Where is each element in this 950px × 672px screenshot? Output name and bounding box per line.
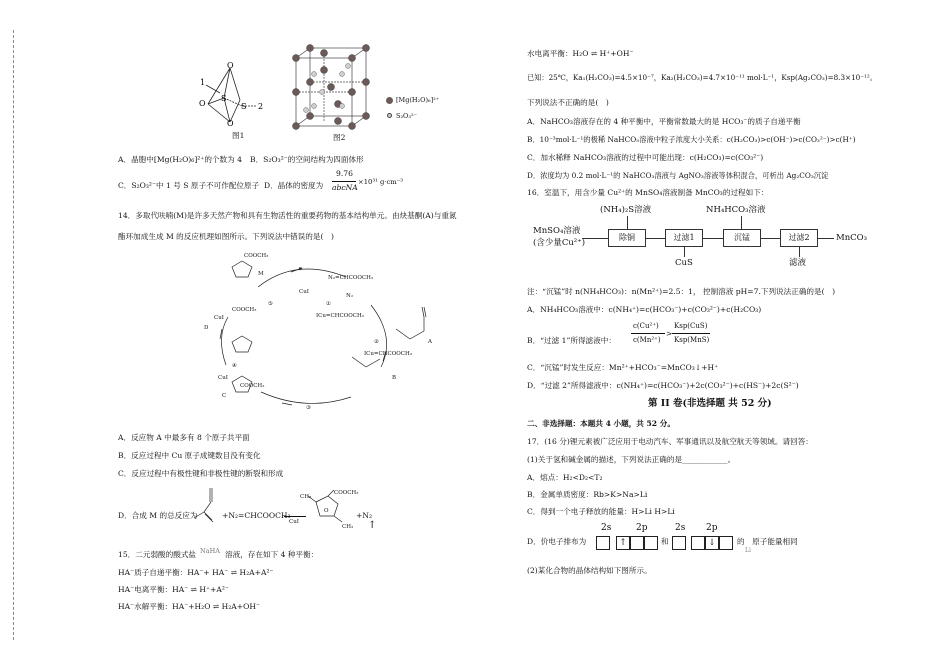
one-label: 1 bbox=[200, 78, 206, 87]
cycle-cooch3-m: COOCH₃ bbox=[244, 253, 269, 259]
q13-d-numerator: 9.76 bbox=[336, 169, 353, 178]
q16-intro: 16．室温下，用含少量 Cu²⁺的 MnSO₄溶液制备 MnCO₃的过程如下： bbox=[527, 188, 769, 197]
q14-d-reagent: +N₂=CHCOOCH₃ bbox=[222, 511, 291, 520]
q17-d-tail: 的 原子能量相同 bbox=[737, 537, 798, 546]
section-title: 第 II 卷(非选择题 共 52 分) bbox=[648, 398, 772, 409]
orb1-2p-box-3 bbox=[644, 536, 658, 550]
q14-d-n2: +N₂ bbox=[356, 511, 373, 520]
legend-mg-dot bbox=[386, 97, 393, 104]
binding-line bbox=[13, 30, 14, 640]
two-label: 2 bbox=[258, 102, 264, 111]
s1-label: S bbox=[221, 94, 227, 103]
flow-step-remove-copper: 除铜 bbox=[608, 229, 646, 247]
o-bottom-label: O bbox=[227, 119, 234, 128]
cycle-step-5: ⑤ bbox=[268, 301, 273, 307]
legend-s2o3-dot bbox=[387, 113, 392, 118]
q15-option-d: D．浓度均为 0.2 mol·L⁻¹的 NaHCO₃溶液与 AgNO₃溶液等体积混合，可析出 Ag₂CO₃沉淀 bbox=[527, 171, 829, 180]
flow-step-precipitate-mn: 沉锰 bbox=[723, 229, 761, 247]
cycle-cu-chcooch3: ICu=CHCOOCH₃ bbox=[316, 313, 364, 319]
water-equilibrium: 水电离平衡：H₂O ⇌ H⁺+OH⁻ bbox=[527, 49, 634, 58]
cycle-step-4: ④ bbox=[232, 363, 237, 369]
o-left-label: O bbox=[199, 99, 206, 108]
q14-option-b: B．反应过程中 Cu 原子成键数目没有变化 bbox=[118, 451, 261, 460]
q14-option-d: D．合成 M 的总反应为 bbox=[118, 511, 198, 520]
out-2-line bbox=[799, 247, 800, 257]
legend-s2o3-label: S₂O₃²⁻ bbox=[396, 112, 418, 120]
cycle-cu-b: ICu=CHCOOCH₃ bbox=[364, 351, 412, 357]
figure-2-caption: 图2 bbox=[333, 133, 346, 142]
q16-note: 注：“沉锰”时 n(NH₄HCO₃)：n(Mn²⁺)=2.5：1， 控制溶液 pH=7.下列说法正确的是( ) bbox=[527, 287, 836, 296]
q17-intro: 17．(16 分)锂元素被广泛应用于电动汽车、军事通讯以及航空航天等领域。请回答： bbox=[527, 437, 813, 446]
q13-option-b: B．S₂O₃²⁻的空间结构为四面体形 bbox=[250, 155, 364, 164]
cycle-n2chcooch3: N₂=CHCOOCH₃ bbox=[328, 275, 374, 281]
cycle-label-d: D bbox=[204, 325, 209, 331]
cycle-step-3: ③ bbox=[306, 405, 311, 411]
q13-d-denominator: abcNA bbox=[332, 183, 358, 192]
q17-option-c: C．得到一个电子释放的能量：H>Li H>Li bbox=[527, 507, 675, 516]
orb2-2s-label: 2s bbox=[675, 523, 686, 533]
svg-text:COOCH₃: COOCH₃ bbox=[334, 490, 359, 496]
cycle-label-b: B bbox=[392, 375, 397, 381]
q16-option-a: A．NH₄HCO₃溶液中：c(NH₄⁺)=c(HCO₃⁻)+c(CO₃²⁻)+c(H₂CO₃) bbox=[527, 305, 762, 314]
q13-option-d: D．晶体的密度为 bbox=[264, 181, 324, 190]
q16-b-frac1-den: c(Mn²⁺) bbox=[633, 336, 661, 344]
q16-b-frac2-num: Ksp(CuS) bbox=[674, 322, 708, 330]
q14-d-gas-arrow: ↑ bbox=[368, 520, 377, 531]
q15-salt: NaHA bbox=[200, 547, 220, 555]
q16-option-c: C．“沉锰”时发生反应：Mn²⁺+HCO₃⁻=MnCO₃↓+H⁺ bbox=[527, 363, 719, 372]
q15-intro-tail: 溶液，存在如下 4 种平衡： bbox=[225, 550, 319, 559]
q15-option-c: C．加水稀释 NaHCO₃溶液的过程中可能出现：c(H₂CO₃)=c(CO₃²⁻) bbox=[527, 153, 764, 162]
orb1-2p-label: 2p bbox=[636, 523, 648, 533]
flow-step-filter-1: 过滤1 bbox=[665, 229, 703, 247]
reagent-1-arrow bbox=[627, 216, 628, 229]
q14-d-catalyst: CuI bbox=[289, 519, 299, 525]
q13-d-unit: ×10³¹ g·cm⁻³ bbox=[358, 178, 404, 186]
q15-question: 下列说法不正确的是( ) bbox=[527, 98, 609, 107]
section-note: 二、非选择题：本题共 4 小题，共 52 分。 bbox=[527, 419, 675, 428]
q14-option-a: A．反应物 A 中最多有 8 个原子共平面 bbox=[118, 433, 250, 442]
orb2-2p-box-3 bbox=[719, 536, 733, 550]
flow-start-2: (含少量Cu²⁺) bbox=[533, 238, 586, 248]
cycle-cooch3-d: COOCH₃ bbox=[232, 307, 257, 313]
s2-label: S bbox=[241, 102, 247, 111]
orb2-2s-box bbox=[672, 536, 686, 550]
q16-b-frac2-bar bbox=[672, 333, 710, 334]
q14-option-c: C．反应过程中有极性键和非极性键的断裂和形成 bbox=[118, 469, 284, 478]
cycle-label-a: A bbox=[428, 339, 432, 345]
flow-reagent-1: (NH₄)₂S溶液 bbox=[600, 205, 652, 215]
q16-b-frac1-bar bbox=[631, 333, 665, 334]
figure-1-caption: 图1 bbox=[232, 131, 245, 140]
q16-b-relation: > bbox=[666, 329, 673, 338]
alkynone-structure bbox=[188, 486, 218, 524]
flow-out-filtrate: 滤液 bbox=[789, 258, 807, 268]
flow-product: MnCO₃ bbox=[836, 233, 868, 243]
orb1-2p-box-2 bbox=[630, 536, 644, 550]
orb1-2s-box bbox=[596, 536, 610, 550]
cycle-cooch3-c: COOCH₃ bbox=[240, 383, 265, 389]
q15-option-b: B．10⁻³mol·L⁻¹的极稀 NaHCO₃溶液中粒子浓度大小关系：c(H₂CO₃)>c(OH⁻)>c(CO₃²⁻)>c(H⁺) bbox=[527, 135, 856, 144]
svg-text:O: O bbox=[324, 508, 329, 514]
svg-text:CH₃: CH₃ bbox=[342, 524, 354, 530]
figure-1-structure bbox=[196, 60, 276, 140]
flow-step-filter-2: 过滤2 bbox=[780, 229, 818, 247]
q17-option-b: B．金属单质密度：Rb>K>Na>Li bbox=[527, 490, 648, 499]
product-m-structure bbox=[298, 488, 360, 530]
q17-part-2: (2)某化合物的晶体结构如下图所示。 bbox=[527, 566, 652, 575]
cycle-n2-top: N₂ bbox=[346, 293, 354, 299]
o-top-label: O bbox=[227, 61, 234, 70]
orb2-2p-label: 2p bbox=[706, 523, 718, 533]
q16-option-d: D．“过滤 2”所得滤液中：c(NH₄⁺)=c(HCO₃⁻)+2c(CO₃²⁻)+c(HS⁻)+2c(S²⁻) bbox=[527, 381, 799, 390]
q15-option-a: A．NaHCO₃溶液存在的 4 种平衡中，平衡常数最大的是 HCO₃⁻的质子自递平衡 bbox=[527, 117, 801, 126]
flow-reagent-2: NH₄HCO₃溶液 bbox=[706, 205, 766, 215]
q16-option-b: B．“过滤 1”所得滤液中： bbox=[527, 336, 616, 345]
out-1-line bbox=[684, 247, 685, 257]
q17-option-d: D．价电子排布为 bbox=[527, 537, 587, 546]
q15-intro: 15．二元弱酸的酸式盐 bbox=[118, 550, 197, 559]
cycle-label-m: M bbox=[258, 271, 264, 277]
flow-start-1: MnSO₄溶液 bbox=[533, 226, 581, 236]
q13-d-fraction-bar bbox=[332, 181, 356, 182]
known-constants: 已知：25℃，Ka₁(H₂CO₃)=4.5×10⁻⁷，Ka₂(H₂CO₃)=4.7×10⁻¹¹ mol·L⁻¹，Ksp(Ag₂CO₃)=8.3×10⁻¹²。 bbox=[527, 73, 877, 82]
q17-option-a: A．熔点：H₂<D₂<T₂ bbox=[527, 473, 603, 482]
cycle-cu-d: CuI bbox=[214, 315, 224, 321]
q15-equilibrium-2: HA⁻电离平衡：HA⁻ ⇌ H⁺+A²⁻ bbox=[118, 585, 229, 594]
catalytic-cycle-diagram bbox=[196, 247, 446, 412]
orb2-2p-box-1 bbox=[691, 536, 705, 550]
reagent-2-arrow bbox=[741, 216, 742, 229]
q15-equilibrium-3: HA⁻水解平衡：HA⁻+H₂O ⇌ H₂A+OH⁻ bbox=[118, 602, 261, 611]
q14-stem-line-1: 14．多取代呋喃(M)是许多天然产物和具有生物活性的重要药物的基本结构单元。由炔基酮(A)与重氮 bbox=[118, 211, 457, 220]
q13-option-c: C．S₂O₃²⁻中 1 号 S 原子不可作配位原子 bbox=[118, 181, 260, 190]
orb1-2p-box-1: ↑ bbox=[616, 536, 630, 550]
legend-mg-label: [Mg(H₂O)₆]²⁺ bbox=[396, 96, 440, 104]
flow-out-cus: CuS bbox=[675, 258, 693, 268]
orb2-2p-box-2: ↓ bbox=[705, 536, 719, 550]
figure-2-crystal bbox=[292, 44, 382, 134]
cycle-step-1: ① bbox=[326, 301, 331, 307]
cycle-cu-c: CuI bbox=[218, 375, 228, 381]
q13-option-a: A．晶胞中[Mg(H₂O)₆]²⁺的个数为 4 bbox=[118, 155, 242, 164]
q17-d-and: 和 bbox=[661, 537, 669, 546]
svg-text:CH₃: CH₃ bbox=[300, 494, 312, 500]
q15-equilibrium-1: HA⁻质子自递平衡：HA⁻+ HA⁻ ⇌ H₂A+A²⁻ bbox=[118, 568, 274, 577]
q16-b-frac1-num: c(Cu²⁺) bbox=[633, 322, 659, 330]
q17-d-small-li: Li bbox=[745, 547, 751, 554]
q16-b-frac2-den: Ksp(MnS) bbox=[674, 336, 710, 344]
cycle-label-c: C bbox=[222, 393, 227, 399]
cycle-step-2: ② bbox=[374, 339, 379, 345]
q14-stem-line-2: 酯环加成生成 M 的反应机理如图所示。下列说法中错误的是( ) bbox=[118, 232, 334, 241]
cycle-cu-top: CuI bbox=[299, 289, 309, 295]
orb1-2s-label: 2s bbox=[601, 523, 612, 533]
q17-part-1: (1)关于氢和碱金属的描述，下列说法正确的是____________。 bbox=[527, 455, 736, 464]
